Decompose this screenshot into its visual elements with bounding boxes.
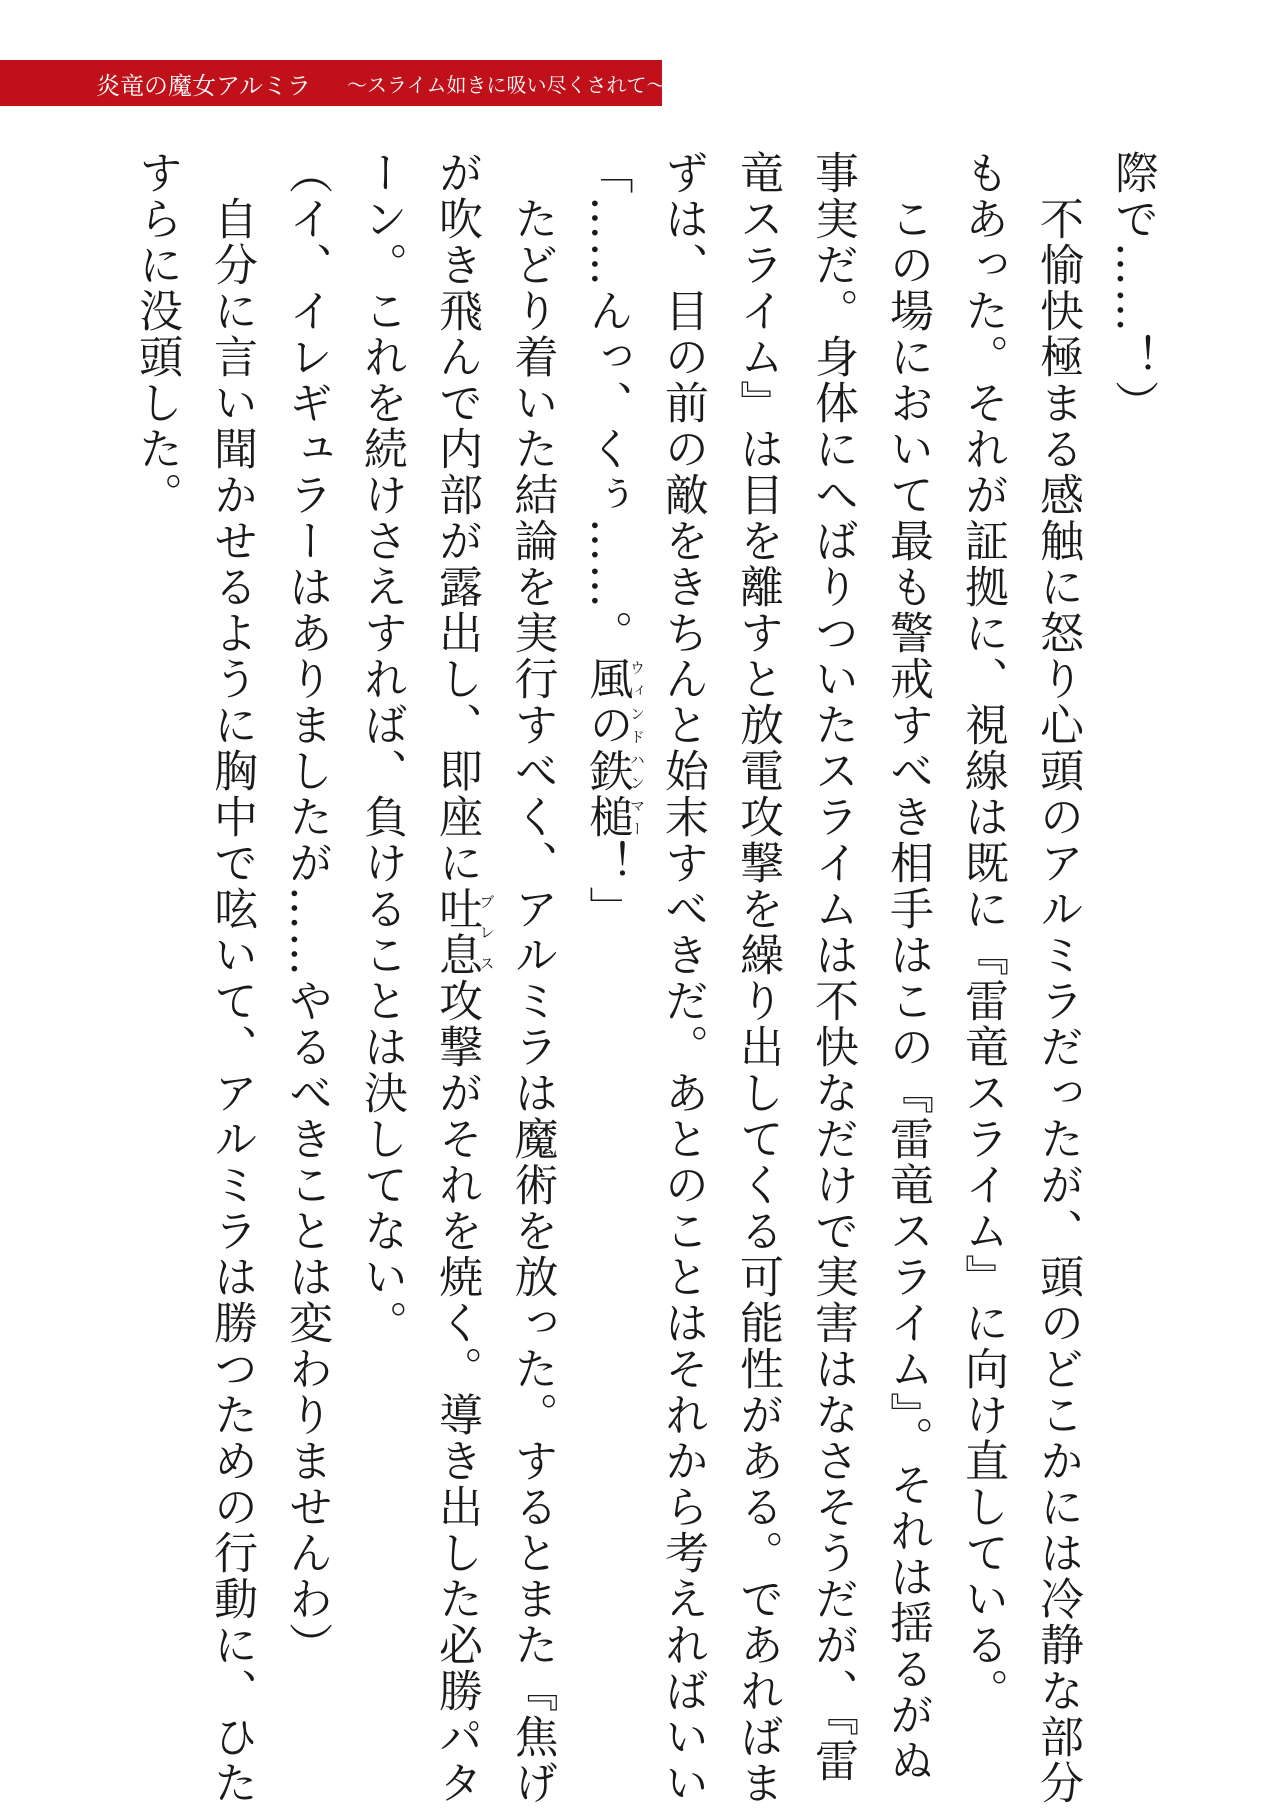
text-line: たどり着いた結論を実行すべく、アルミラは魔術を放った。するとまた『焦げ xyxy=(506,150,558,1806)
breath-term-ruby: ブレス xyxy=(477,886,496,978)
text-line: 際で……！） xyxy=(1107,150,1158,426)
breath-term-base: 吐息 xyxy=(431,886,482,978)
text-line: もあった。それが証拠に、視線は既に『雷竜スライム』に向け直している。 xyxy=(957,150,1008,1714)
dialogue-text: 「……んっ、くぅ……。 xyxy=(581,150,633,656)
text-line: 不愉快極まる感触に怒り心頭のアルミラだったが、頭のどこかには冷静な部分 xyxy=(1032,150,1083,1806)
spell-name-ruby: ウィンドハンマー xyxy=(628,656,646,840)
text-line xyxy=(419,150,496,1806)
book-subtitle: 〜スライム如きに吸い尽くされて〜 xyxy=(347,72,667,97)
text-line: 事実だ。身体にへばりついたスライムは不快なだけで実害はなさそうだが、『雷 xyxy=(807,150,858,1784)
dialogue-close: ！」 xyxy=(581,840,633,932)
text-segment: が吹き飛んで内部が露出し、即座に xyxy=(431,150,482,886)
text-line: ーン。これを続けさえすれば、負けることは決してない。 xyxy=(356,150,407,1346)
breath-term xyxy=(431,886,496,978)
text-line: この場において最も警戒すべき相手はこの『雷竜スライム』。それは揺るがぬ xyxy=(882,150,933,1784)
text-segment: 攻撃がそれを焼く。導き出した必勝パタ xyxy=(431,978,482,1806)
dialogue-line xyxy=(570,150,646,1710)
text-line: すらに没頭した。 xyxy=(131,150,182,518)
text-line: 竜スライム』は目を離すと放電攻撃を繰り出してくる可能性がある。であればま xyxy=(732,150,783,1806)
header-bar xyxy=(0,60,667,106)
text-line: 自分に言い聞かせるように胸中で呟いて、アルミラは勝つための行動に、ひた xyxy=(206,150,257,1806)
text-line: （イ、イレギュラーはありましたが……やるべきことは変わりませんわ） xyxy=(281,150,332,1668)
book-title: 炎竜の魔女アルミラ xyxy=(96,71,312,100)
spell-name xyxy=(581,656,646,840)
text-line: ずは、目の前の敵をきちんと始末すべきだ。あとのことはそれから考えればいい xyxy=(657,150,708,1806)
spell-name-base: 風の鉄槌 xyxy=(581,656,633,840)
body-text xyxy=(92,150,1170,1806)
